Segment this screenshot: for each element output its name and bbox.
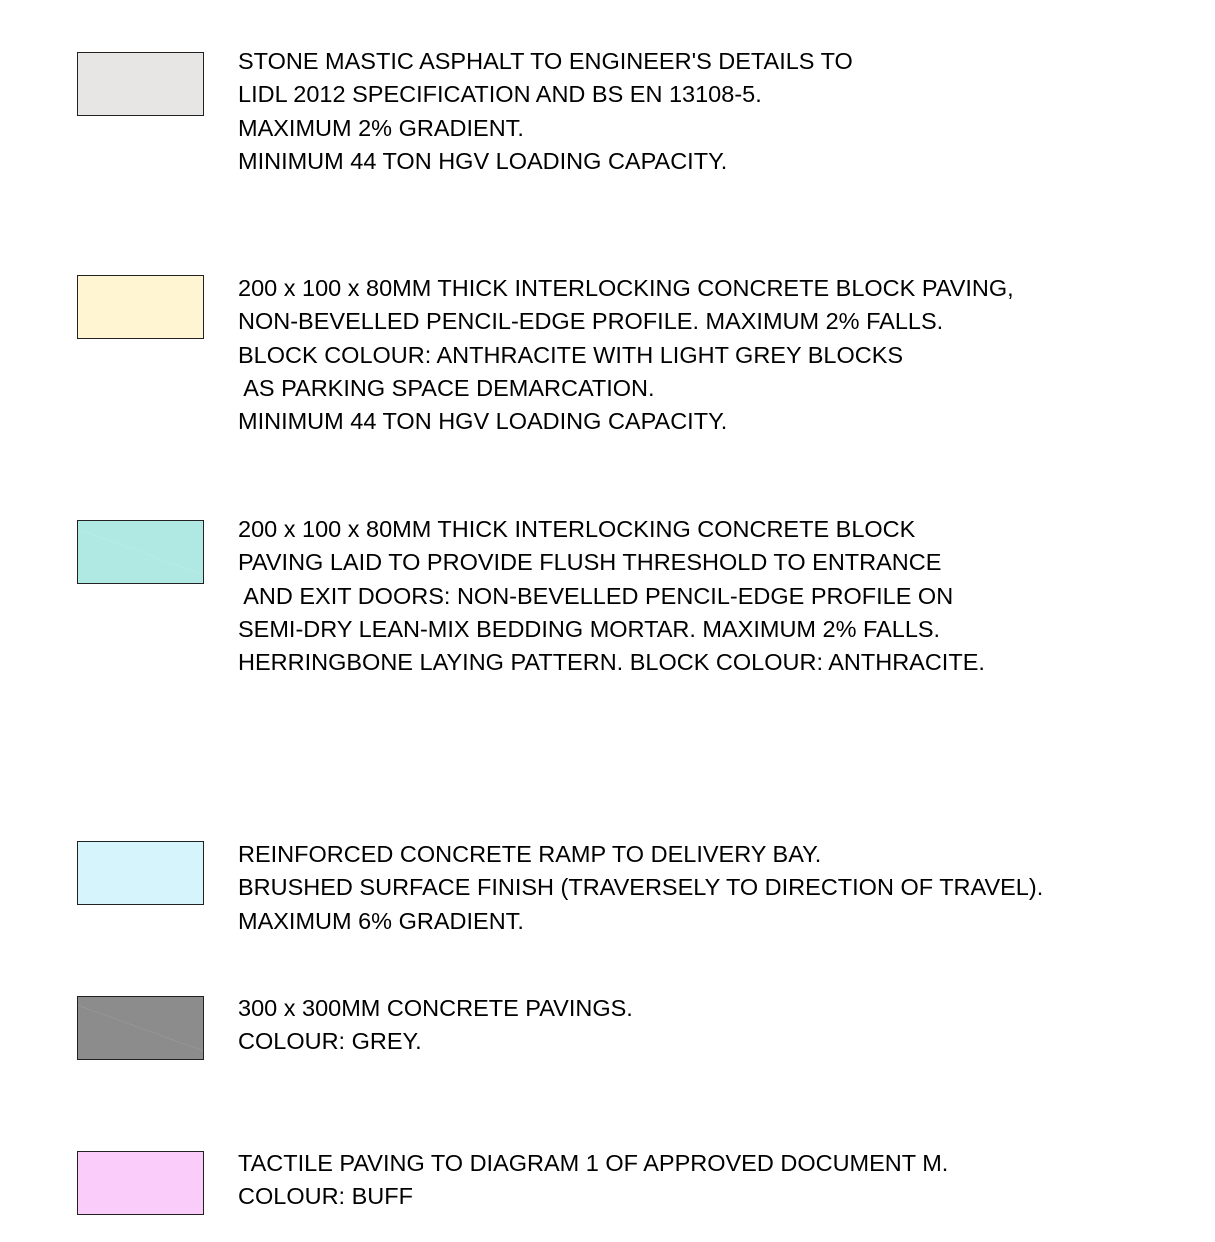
description-line: COLOUR: GREY. bbox=[238, 1028, 422, 1055]
description-line: MAXIMUM 6% GRADIENT. bbox=[238, 907, 524, 934]
description-line: HERRINGBONE LAYING PATTERN. BLOCK COLOUR: ANTHRACITE. bbox=[238, 649, 985, 676]
description-line: SEMI-DRY LEAN-MIX BEDDING MORTAR. MAXIMUM 2% FALLS. bbox=[238, 615, 941, 642]
description-line: BLOCK COLOUR: ANTHRACITE WITH LIGHT GREY BLOCKS bbox=[238, 341, 904, 368]
block-paving-swatch bbox=[77, 275, 204, 339]
description-line: MINIMUM 44 TON HGV LOADING CAPACITY. bbox=[238, 408, 728, 435]
description-line: LIDL 2012 SPECIFICATION AND BS EN 13108-5. bbox=[238, 81, 762, 108]
description-line: 200 x 100 x 80MM THICK INTERLOCKING CONCRETE BLOCK PAVING, bbox=[238, 275, 1014, 301]
legend-description bbox=[238, 513, 985, 679]
threshold-paving-swatch bbox=[77, 520, 204, 584]
description-line: 200 x 100 x 80MM THICK INTERLOCKING CONCRETE BLOCK bbox=[238, 516, 916, 542]
description-line: REINFORCED CONCRETE RAMP TO DELIVERY BAY. bbox=[238, 841, 822, 867]
description-line: NON-BEVELLED PENCIL-EDGE PROFILE. MAXIMUM 2% FALLS. bbox=[238, 308, 944, 335]
description-line: AND EXIT DOORS: NON-BEVELLED PENCIL-EDGE PROFILE ON bbox=[238, 582, 954, 609]
description-line: COLOUR: BUFF bbox=[238, 1183, 413, 1210]
description-line: 300 x 300MM CONCRETE PAVINGS. bbox=[238, 995, 633, 1021]
tactile-paving-swatch bbox=[77, 1151, 204, 1215]
description-line: AS PARKING SPACE DEMARCATION. bbox=[238, 374, 655, 401]
legend-description bbox=[238, 992, 633, 1059]
legend-description bbox=[238, 1147, 948, 1214]
legend-description bbox=[238, 272, 1014, 438]
asphalt-swatch bbox=[77, 52, 204, 116]
description-line: MINIMUM 44 TON HGV LOADING CAPACITY. bbox=[238, 147, 728, 174]
description-line: MAXIMUM 2% GRADIENT. bbox=[238, 114, 524, 141]
legend-description bbox=[238, 838, 1043, 938]
description-line: BRUSHED SURFACE FINISH (TRAVERSELY TO DIRECTION OF TRAVEL). bbox=[238, 874, 1044, 901]
concrete-ramp-swatch bbox=[77, 841, 204, 905]
description-line: STONE MASTIC ASPHALT TO ENGINEER'S DETAILS TO bbox=[238, 48, 853, 74]
legend-description bbox=[238, 45, 853, 178]
description-line: PAVING LAID TO PROVIDE FLUSH THRESHOLD TO ENTRANCE bbox=[238, 549, 942, 576]
concrete-pavings-swatch bbox=[77, 996, 204, 1060]
description-line: TACTILE PAVING TO DIAGRAM 1 OF APPROVED DOCUMENT M. bbox=[238, 1150, 949, 1176]
